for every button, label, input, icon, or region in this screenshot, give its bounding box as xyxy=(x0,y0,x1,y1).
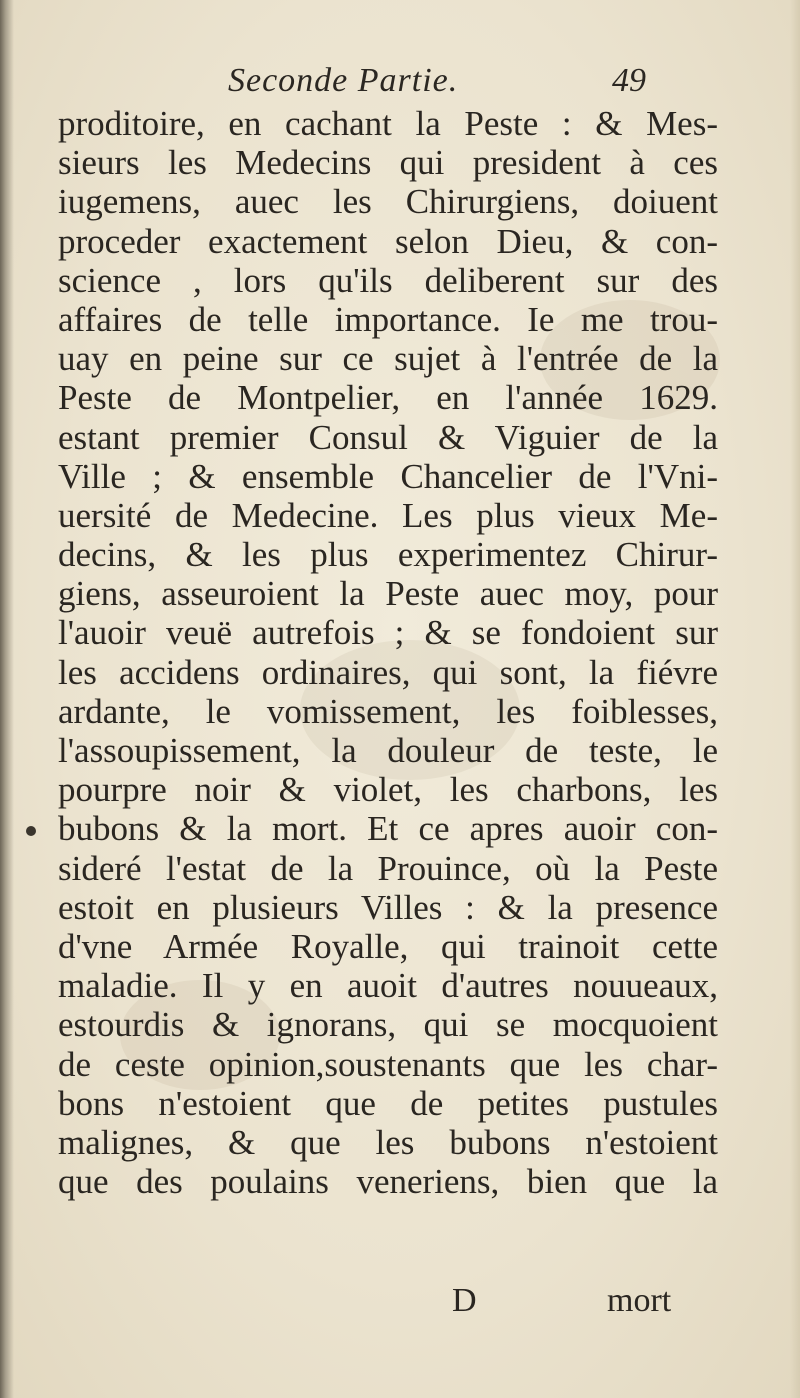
text-line: estourdis & ignorans, qui se mocquoient xyxy=(58,1005,718,1045)
text-line: sideré l'estat de la Prouince, où la Peste xyxy=(58,848,718,888)
text-line: decins, & les plus experimentez Chirur- xyxy=(58,535,718,575)
text-line: Ville ; & ensemble Chancelier de l'Vni- xyxy=(58,456,718,496)
body-text xyxy=(58,104,718,1201)
page-edge xyxy=(790,0,800,1398)
text-line: proceder exactement selon Dieu, & con- xyxy=(58,221,718,261)
text-line: Peste de Montpelier, en l'année 1629. xyxy=(58,378,718,418)
text-line: iugemens, auec les Chirurgiens, doiuent xyxy=(58,182,718,222)
text-line: l'auoir veuë autrefois ; & se fondoient sur xyxy=(58,613,718,653)
text-line: de ceste opinion,soustenants que les char- xyxy=(58,1044,718,1084)
text-line: estant premier Consul & Viguier de la xyxy=(58,417,718,457)
page-number: 49 xyxy=(612,62,646,99)
text-line: l'assoupissement, la douleur de teste, le xyxy=(58,731,718,770)
text-line: affaires de telle importance. Ie me trou- xyxy=(58,299,718,339)
text-line: malignes, & que les bubons n'estoient xyxy=(58,1122,718,1162)
text-line: bubons & la mort. Et ce apres auoir con- xyxy=(58,809,718,849)
text-line: que des poulains veneriens, bien que la xyxy=(58,1162,718,1202)
text-line: estoit en plusieurs Villes : & la presence xyxy=(58,887,718,927)
text-line: science , lors qu'ils deliberent sur des xyxy=(58,260,718,300)
text-line: proditoire, en cachant la Peste : & Mes- xyxy=(58,104,718,143)
binding-shadow xyxy=(0,0,14,1398)
text-line: bons n'estoient que de petites pustules xyxy=(58,1083,718,1123)
text-line: d'vne Armée Royalle, qui trainoit cette xyxy=(58,926,718,966)
ink-blot xyxy=(26,826,36,836)
text-line: giens, asseuroient la Peste auec moy, pour xyxy=(58,574,718,614)
text-line: maladie. Il y en auoit d'autres nouueaux, xyxy=(58,966,718,1006)
text-line: uay en peine sur ce sujet à l'entrée de la xyxy=(58,339,718,379)
text-line: sieurs les Medecins qui president à ces xyxy=(58,143,718,183)
catchword: mort xyxy=(607,1282,672,1319)
running-title: Seconde Partie. xyxy=(228,62,459,99)
text-line: uersité de Medecine. Les plus vieux Me- xyxy=(58,495,718,535)
text-line: ardante, le vomissement, les foiblesses, xyxy=(58,691,718,731)
text-line: pourpre noir & violet, les charbons, les xyxy=(58,770,718,810)
page-footer xyxy=(0,1282,800,1322)
signature-mark: D xyxy=(452,1282,477,1319)
text-line: les accidens ordinaires, qui sont, la fiévre xyxy=(58,652,718,692)
